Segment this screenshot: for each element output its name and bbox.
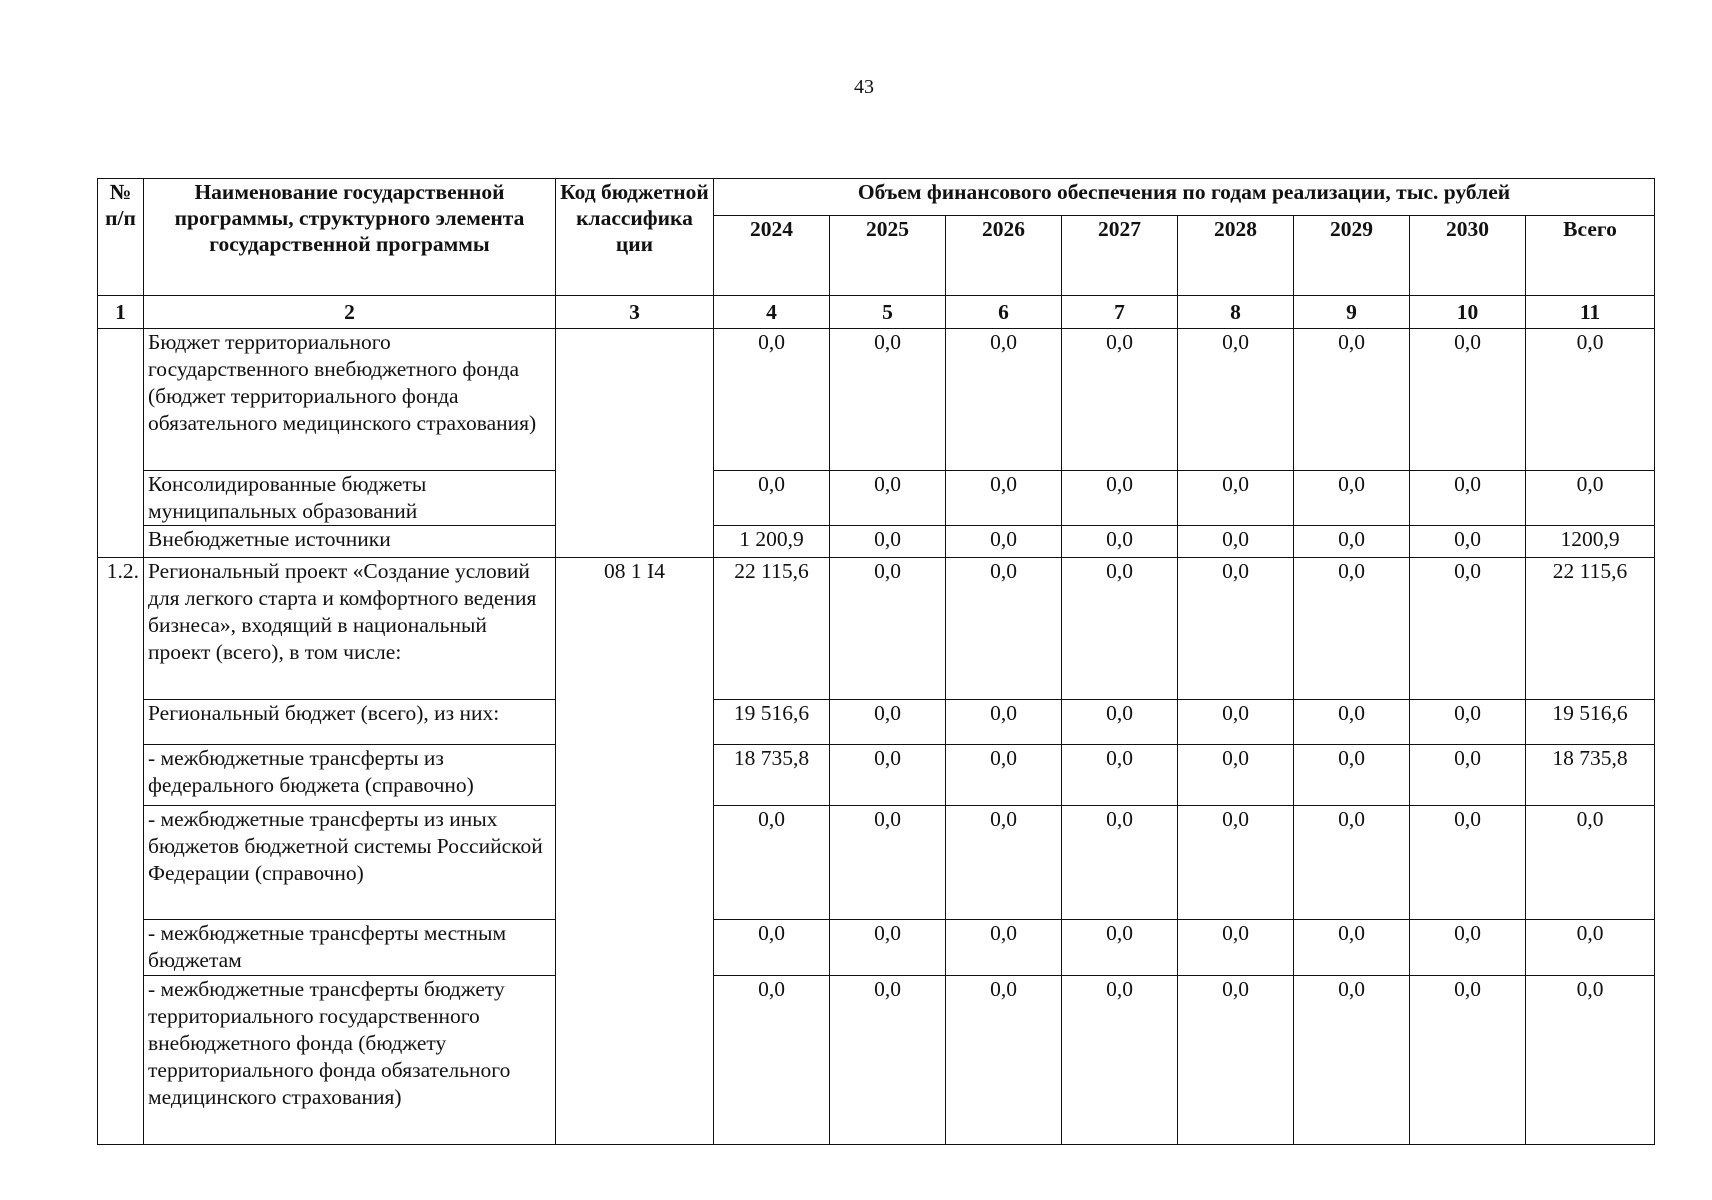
column-number: 10 [1410, 296, 1526, 329]
table-row [98, 471, 1655, 526]
header-year: 2030 [1410, 216, 1526, 296]
value-2025: 0,0 [830, 471, 946, 526]
value-2027: 0,0 [1062, 976, 1178, 1145]
header-name: Наименование государственной программы, структурного элемента государственной программы [144, 179, 556, 296]
table-row [98, 526, 1655, 558]
value-2029: 0,0 [1294, 329, 1410, 471]
column-number: 11 [1526, 296, 1655, 329]
value-2024: 0,0 [714, 806, 830, 920]
header-year: 2029 [1294, 216, 1410, 296]
column-number: 6 [946, 296, 1062, 329]
value-2030: 0,0 [1410, 329, 1526, 471]
value-2030: 0,0 [1410, 471, 1526, 526]
value-2026: 0,0 [946, 745, 1062, 806]
header-code: Код бюджетной классифика ции [556, 179, 714, 296]
header-num: № п/п [98, 179, 144, 296]
row-index [98, 329, 144, 558]
value-2029: 0,0 [1294, 976, 1410, 1145]
value-2029: 0,0 [1294, 558, 1410, 700]
table-row [98, 558, 1655, 700]
value-2030: 0,0 [1410, 700, 1526, 745]
value-2024: 0,0 [714, 976, 830, 1145]
table-row [98, 700, 1655, 745]
header-year: 2028 [1178, 216, 1294, 296]
value-2025: 0,0 [830, 329, 946, 471]
value-2029: 0,0 [1294, 700, 1410, 745]
table-row [98, 806, 1655, 920]
column-number: 8 [1178, 296, 1294, 329]
row-code-empty [556, 329, 714, 558]
value-2029: 0,0 [1294, 526, 1410, 558]
value-2024: 0,0 [714, 920, 830, 976]
row-name: - межбюджетные трансферты бюджету территориального государственного внебюджетного фонда (бюджету территориального фонда обязательного медицинского страхования) [144, 976, 556, 1145]
value-2029: 0,0 [1294, 745, 1410, 806]
value-2026: 0,0 [946, 471, 1062, 526]
value-2027: 0,0 [1062, 920, 1178, 976]
table-row [98, 920, 1655, 976]
value-2025: 0,0 [830, 806, 946, 920]
header-year: 2024 [714, 216, 830, 296]
value-2027: 0,0 [1062, 558, 1178, 700]
column-number: 5 [830, 296, 946, 329]
value-total: 0,0 [1526, 920, 1655, 976]
row-code: 08 1 I4 [556, 558, 714, 1145]
row-name: - межбюджетные трансферты из иных бюджетов бюджетной системы Российской Федерации (справочно) [144, 806, 556, 920]
value-total: 22 115,6 [1526, 558, 1655, 700]
value-2025: 0,0 [830, 745, 946, 806]
column-number: 1 [98, 296, 144, 329]
value-2030: 0,0 [1410, 745, 1526, 806]
value-2029: 0,0 [1294, 471, 1410, 526]
value-2028: 0,0 [1178, 920, 1294, 976]
table-row [98, 976, 1655, 1145]
value-2028: 0,0 [1178, 329, 1294, 471]
value-2027: 0,0 [1062, 700, 1178, 745]
value-2028: 0,0 [1178, 745, 1294, 806]
value-total: 0,0 [1526, 976, 1655, 1145]
value-2025: 0,0 [830, 526, 946, 558]
row-name: - межбюджетные трансферты из федерального бюджета (справочно) [144, 745, 556, 806]
column-number: 9 [1294, 296, 1410, 329]
value-2028: 0,0 [1178, 700, 1294, 745]
value-total: 0,0 [1526, 806, 1655, 920]
table-row [98, 329, 1655, 471]
value-2024: 18 735,8 [714, 745, 830, 806]
column-numbers-row [98, 296, 1655, 329]
value-2027: 0,0 [1062, 745, 1178, 806]
value-2025: 0,0 [830, 976, 946, 1145]
table-row [98, 745, 1655, 806]
value-2026: 0,0 [946, 920, 1062, 976]
funding-table [97, 178, 1655, 1145]
value-2030: 0,0 [1410, 806, 1526, 920]
value-2029: 0,0 [1294, 920, 1410, 976]
column-number: 2 [144, 296, 556, 329]
value-2025: 0,0 [830, 920, 946, 976]
value-2028: 0,0 [1178, 526, 1294, 558]
value-2025: 0,0 [830, 700, 946, 745]
header-year: 2027 [1062, 216, 1178, 296]
value-total: 19 516,6 [1526, 700, 1655, 745]
row-index: 1.2. [98, 558, 144, 1145]
value-2026: 0,0 [946, 558, 1062, 700]
value-2024: 1 200,9 [714, 526, 830, 558]
value-2028: 0,0 [1178, 471, 1294, 526]
value-2030: 0,0 [1410, 526, 1526, 558]
row-name: Региональный проект «Создание условий для легкого старта и комфортного ведения бизнеса», входящий в национальный проект (всего), в том числе: [144, 558, 556, 700]
row-name: Бюджет территориального государственного внебюджетного фонда (бюджет территориального фонда обязательного медицинского страхования) [144, 329, 556, 471]
column-number: 7 [1062, 296, 1178, 329]
value-2026: 0,0 [946, 976, 1062, 1145]
header-funding: Объем финансового обеспечения по годам реализации, тыс. рублей [714, 179, 1655, 216]
value-2029: 0,0 [1294, 806, 1410, 920]
value-2027: 0,0 [1062, 806, 1178, 920]
value-2027: 0,0 [1062, 526, 1178, 558]
header-year: 2025 [830, 216, 946, 296]
value-2028: 0,0 [1178, 558, 1294, 700]
value-total: 1200,9 [1526, 526, 1655, 558]
value-total: 18 735,8 [1526, 745, 1655, 806]
column-number: 3 [556, 296, 714, 329]
value-total: 0,0 [1526, 471, 1655, 526]
value-2030: 0,0 [1410, 558, 1526, 700]
value-2026: 0,0 [946, 806, 1062, 920]
row-name: - межбюджетные трансферты местным бюджетам [144, 920, 556, 976]
value-2026: 0,0 [946, 526, 1062, 558]
value-total: 0,0 [1526, 329, 1655, 471]
value-2027: 0,0 [1062, 329, 1178, 471]
row-name: Региональный бюджет (всего), из них: [144, 700, 556, 745]
value-2028: 0,0 [1178, 976, 1294, 1145]
header-total: Всего [1526, 216, 1655, 296]
value-2027: 0,0 [1062, 471, 1178, 526]
column-number: 4 [714, 296, 830, 329]
value-2024: 19 516,6 [714, 700, 830, 745]
row-name: Внебюджетные источники [144, 526, 556, 558]
value-2030: 0,0 [1410, 976, 1526, 1145]
value-2026: 0,0 [946, 700, 1062, 745]
value-2024: 22 115,6 [714, 558, 830, 700]
row-name: Консолидированные бюджеты муниципальных образований [144, 471, 556, 526]
value-2026: 0,0 [946, 329, 1062, 471]
value-2030: 0,0 [1410, 920, 1526, 976]
value-2028: 0,0 [1178, 806, 1294, 920]
value-2024: 0,0 [714, 329, 830, 471]
value-2024: 0,0 [714, 471, 830, 526]
header-year: 2026 [946, 216, 1062, 296]
page-number: 43 [854, 76, 874, 98]
value-2025: 0,0 [830, 558, 946, 700]
